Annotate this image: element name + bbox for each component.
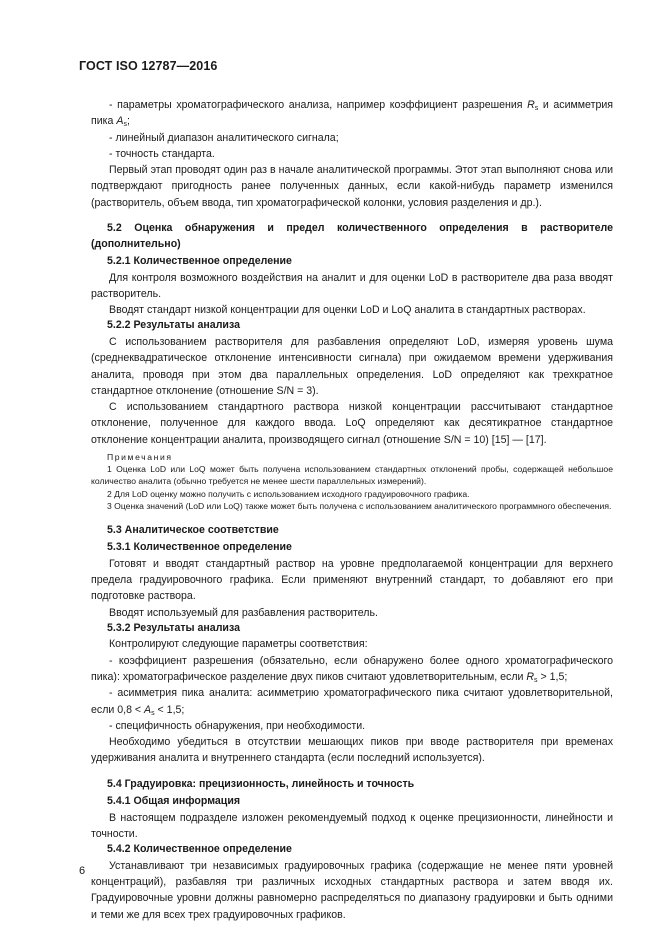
- document-body: [91, 97, 613, 923]
- list-item: - асимметрия пика аналита: асимметрию хроматографического пика считают удовлетворительной, если $0,8 < A_s < 1,5$;: [91, 687, 613, 717]
- paragraph: С использованием растворителя для разбавления определяют LoD, измеряя уровень шума (среднеквадратическое отклонение интенсивности сигнала) при ожидаемом времени удерживания аналита, проводя при этом два параллельных определения. LoD определяют как трехкратное стандартное отклонение (отношение S/N = 3).: [91, 335, 613, 397]
- paragraph: С использованием стандартного раствора низкой концентрации рассчитывают стандартное отклонение, полученное для каждого ввода. LoQ определяют как десятикратное стандартное отклонение концентрации аналита, производящего сигнал (отношение S/N = 10) [15] — [17].: [91, 401, 613, 446]
- notes-title: Примечания: [107, 452, 173, 463]
- subsection-heading: 5.3.1 Количественное определение: [107, 541, 292, 554]
- list-item: - коэффициент разрешения (обязательно, если обнаружено более одного хроматографического пика): хроматографическое разделение двух пиков считают удовлетворительным, если $R_s > 1,5$;: [91, 654, 613, 684]
- subsection-heading: 5.4.2 Количественное определение: [107, 843, 292, 856]
- paragraph: Готовят и вводят стандартный раствор на уровне предполагаемой концентрации для верхнего предела градуировочного графика. Если применяют внутренний стандарт, то добавляют его при подготовке раствора.: [91, 557, 613, 603]
- list-item: - специфичность обнаружения, при необходимости.: [109, 719, 366, 732]
- note-item: 2 Для LoD оценку можно получить с использованием исходного градуировочного графика.: [107, 488, 470, 499]
- subsection-heading: 5.2.1 Количественное определение: [107, 255, 292, 268]
- document-header: ГОСТ ISO 12787—2016: [79, 59, 218, 73]
- paragraph: Вводят стандарт низкой концентрации для оценки LoD и LoQ аналита в стандартных растворах.: [109, 304, 586, 317]
- section-heading: 5.4 Градуировка: прецизионность, линейность и точность: [107, 777, 415, 790]
- note-item: 1 Оценка LoD или LoQ может быть получена использованием стандартных отклонений пробы, содержащей небольшое количество аналита (обычно требуется не менее шести параллельных измерений).: [91, 464, 613, 487]
- subsection-heading: 5.3.2 Результаты анализа: [107, 621, 240, 634]
- paragraph: Устанавливают три независимых градуировочных графика (содержащие не менее пяти уровней концентраций), разбавляя три различных исходных стандартных раствора и затем вводя их. Градуировочные уровни должны равномерно распределяться по диапазону градуировки и быть одними и теми же для всех трех градуировочных графиков.: [91, 859, 613, 921]
- subsection-heading: 5.4.1 Общая информация: [107, 795, 241, 808]
- paragraph: Контролируют следующие параметры соответствия:: [109, 638, 368, 651]
- paragraph: Первый этап проводят один раз в начале аналитической программы. Этот этап выполняют снова или подтверждают пригодность ранее полученных данных, если какой-нибудь параметр изменился (растворитель, объем ввода, тип хроматографической колонки, условия разделения и др.).: [91, 164, 613, 209]
- page-number: 6: [79, 865, 86, 877]
- section-heading: 5.3 Аналитическое соответствие: [107, 523, 279, 536]
- subsection-heading: 5.2.2 Результаты анализа: [107, 319, 240, 332]
- section-heading: 5.2 Оценка обнаружения и предел количественного определения в растворителе (дополнительно): [91, 222, 613, 250]
- note-item: 3 Оценка значений (LoD или LoQ) также может быть получена с использованием аналитического программного обеспечения.: [107, 501, 612, 512]
- list-item: - точность стандарта.: [109, 147, 215, 160]
- paragraph: Вводят используемый для разбавления растворитель.: [109, 606, 378, 619]
- list-item: - линейный диапазон аналитического сигнала;: [109, 131, 339, 144]
- list-item: - параметры хроматографического анализа, например коэффициент разрешения $R_s$ и асимметрия пика $A_s$;: [91, 99, 613, 129]
- paragraph: В настоящем подразделе изложен рекомендуемый подход к оценке прецизионности, линейности и точности.: [91, 811, 613, 841]
- paragraph: Необходимо убедиться в отсутствии мешающих пиков при вводе растворителя при временах удерживания аналита и внутреннего стандарта (если последний используется).: [91, 736, 613, 765]
- paragraph: Для контроля возможного воздействия на аналит и для оценки LoD в растворителе два раза вводят растворитель.: [91, 271, 613, 300]
